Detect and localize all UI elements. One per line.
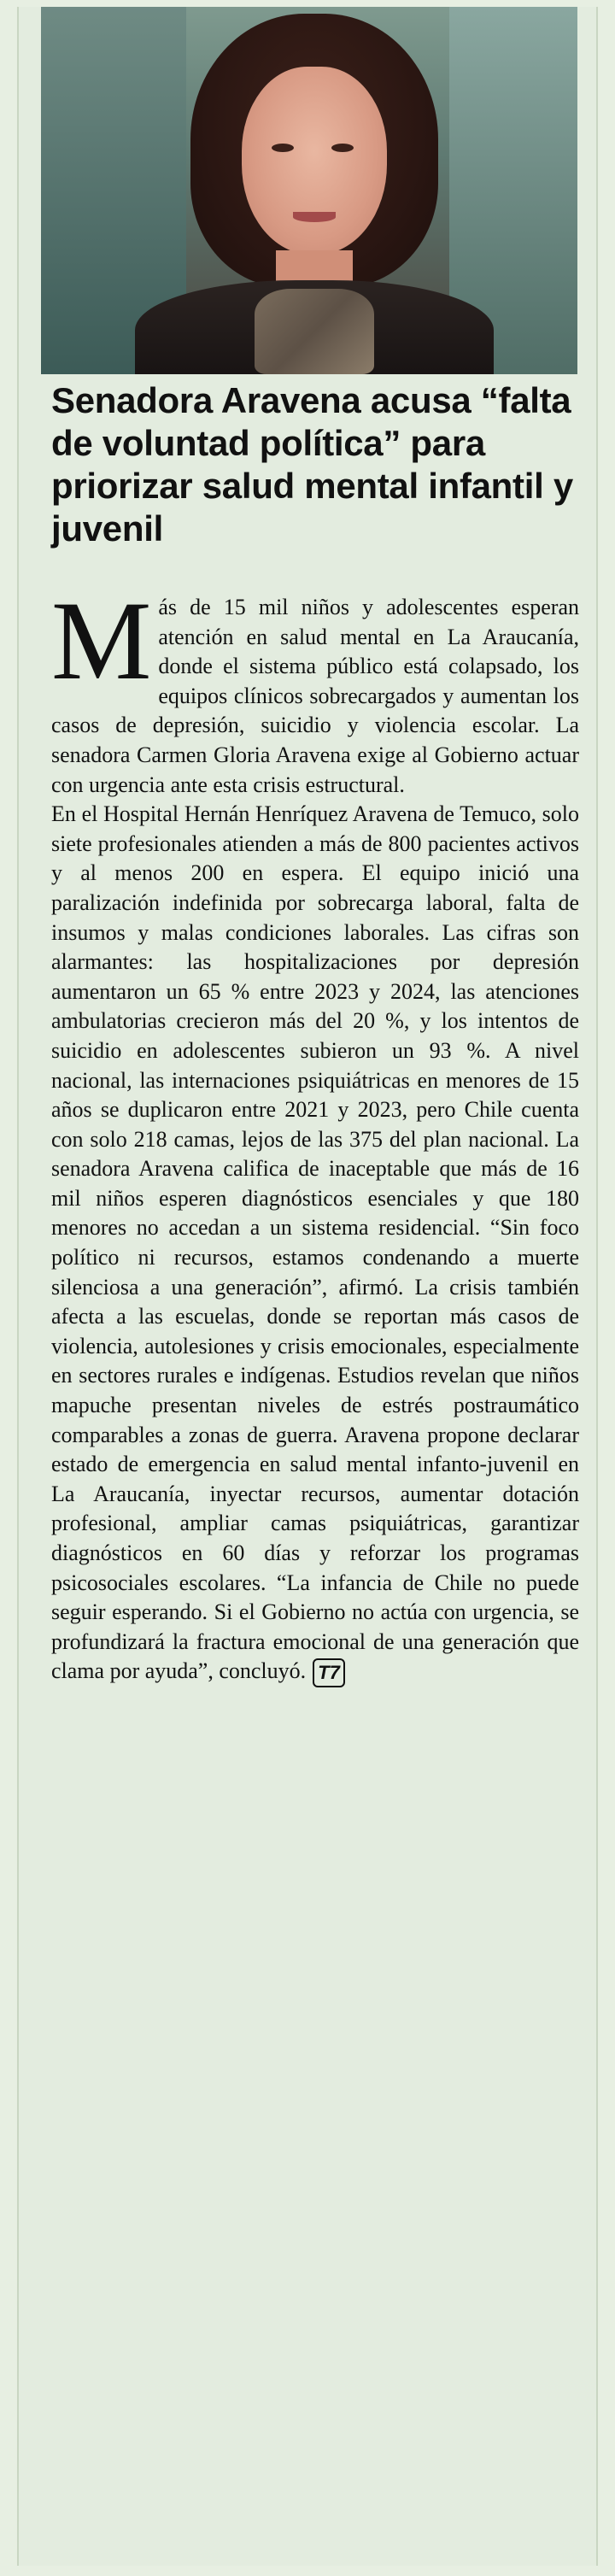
publication-logo: T7 xyxy=(313,1658,345,1687)
paragraph-2-text: En el Hospital Hernán Henríquez Aravena de Temuco, solo siete profesionales atienden a más de 800 pacientes activos y al menos 200 en espera. El equipo inició una paralización indefinida por sobrecarga laboral, falta de insumos y malas condiciones laborales. Las cifras son alarmantes: las hospitalizaciones por depresión aumentaron un 65 % entre 2023 y 2024, las atenciones ambulatorias crecieron más del 20 %, y los intentos de suicidio en adolescentes subieron un 93 %. A nivel nacional, las internaciones psiquiátricas en menores de 15 años se duplicaron entre 2021 y 2023, pero Chile cuenta con solo 218 camas, lejos de las 375 del plan nacional. La senadora Aravena califica de inaceptable que más de 16 mil niños esperen diagnósticos esenciales y que 180 menores no accedan a un sistema residencial. “Sin foco político ni recursos, estamos condenando a muerte silenciosa a una generación”, afirmó. La crisis también afecta a las escuelas, donde se reportan más casos de violencia, autolesiones y crisis emocionales, especialmente en sectores rurales e indígenas. Estudios revelan que niños mapuche presentan niveles de estrés postraumático comparables a zonas de guerra. Aravena propone declarar estado de emergencia en salud mental infanto-juvenil en La Araucanía, inyectar recursos, aumentar dotación profesional, ampliar camas psiquiátricas, garantizar diagnósticos en 60 días y reforzar los programas psicosociales escolares. “La infancia de Chile no puede seguir esperando. Si el Gobierno no actúa con urgencia, se profundizará la fractura emocional de una generación que clama por ayuda”, concluyó. xyxy=(51,801,579,1684)
paragraph-1-text: ás de 15 mil niños y adolescentes esperan atención en salud mental en La Araucanía, donde el sistema público está colapsado, los equipos clínicos sobrecargados y aumentan los casos de depresión, suicidio y violencia escolar. La senadora Carmen Gloria Aravena exige al Gobierno actuar con urgencia ante esta crisis estructural. xyxy=(51,595,579,797)
photo-scarf xyxy=(255,289,374,374)
article-paragraph-1 xyxy=(51,578,579,800)
photo-mouth xyxy=(293,212,336,222)
article-page xyxy=(17,7,598,2566)
photo-eye-left xyxy=(272,144,294,152)
senator-photo xyxy=(41,7,577,374)
photo-eye-right xyxy=(331,144,354,152)
article-body xyxy=(51,578,579,1687)
drop-cap: M xyxy=(51,578,152,703)
article-title: Senadora Aravena acusa “falta de voluntad política” para priorizar salud mental infantil y juvenil xyxy=(51,380,573,549)
article-paragraph-2 xyxy=(51,800,579,1687)
photo-face xyxy=(242,67,387,255)
